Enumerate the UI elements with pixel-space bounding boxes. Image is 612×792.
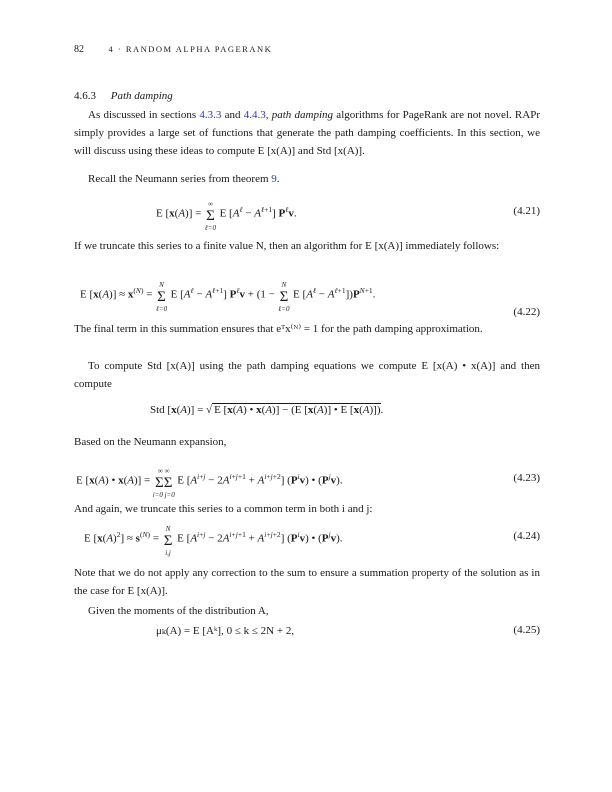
page-number: 82	[74, 44, 84, 55]
equation-4-25: μₖ(A) = E [Aᵏ], 0 ≤ k ≤ 2N + 2,	[156, 625, 295, 637]
section-link-4-3-3[interactable]: 4.3.3	[199, 109, 222, 121]
section-number: 4.6.3	[74, 90, 96, 102]
equation-number: (4.23)	[513, 472, 540, 484]
equation-number: (4.22)	[513, 306, 540, 318]
equation-number: (4.21)	[513, 205, 540, 217]
page-header	[74, 44, 272, 55]
running-title: 4 · RANDOM ALPHA PAGERANK	[108, 44, 273, 54]
equation-4-22: E $[x(A)] \approx x^{(N)} = \Sigma$ N ℓ=0 E $[A^\ell - A^{\ell+1}] P^\ell v + (1 - \Sigma$ N ℓ=0 E $[A^\ell - A^{\ell+1}])P^{N+1}$.	[80, 280, 376, 313]
paragraph-moments: Given the moments of the distribution A,	[88, 605, 269, 617]
summation: Σ ∞ ℓ=0	[204, 199, 217, 232]
paragraph-note: Note that we do not apply any correction to the sum to ensure a summation property of the solution as in the case for E [x(A)].	[74, 567, 540, 598]
paragraph-std: To compute Std [x(A)] using the path damping equations we compute E [x(A) • x(A)] and then compute	[74, 360, 540, 391]
equation-number: (4.25)	[513, 624, 540, 636]
paragraph-neumann: Based on the Neumann expansion,	[74, 436, 227, 448]
paragraph-truncate: If we truncate this series to a finite value N, then an algorithm for E [x(A)] immediately follows:	[74, 240, 500, 252]
equation-number: (4.24)	[513, 530, 540, 542]
paragraph-recall	[74, 170, 540, 188]
paragraph-final-term: The final term in this summation ensures that eᵀx⁽ᴺ⁾ = 1 for the path damping approximation.	[74, 323, 483, 335]
paragraph-again: And again, we truncate this series to a common term in both i and j:	[74, 503, 373, 515]
text: Recall the Neumann series from theorem	[88, 173, 272, 185]
section-title: Path damping	[110, 90, 173, 102]
text: .	[276, 173, 280, 185]
text: algorithms for PageRank are not novel. RAPr simply provides a large set of functions that generate the path damping coefficients. In this section, we will discuss using these ideas to compute E [x(A)] and Std [x(A)].	[74, 109, 540, 158]
emphasis: path damping	[271, 109, 334, 121]
equation-4-24: E $[x(A)^2] \approx s^{(N)} = \Sigma$ N i,j E $[A^{i+j} - 2A^{i+j+1} + A^{i+j+2}]$ $(P^iv)$ • $(P^jv)$.	[84, 524, 343, 557]
equation-std: Std [x(A)] = √ E [x(A) • x(A)] − (E [x(A)] • E [x(A)]).	[150, 404, 384, 416]
equation-4-21: E [x(A)] = Σ ∞ ℓ=0 E $[A^\ell - A^{\ell+1}]$ $P^\ell v$.	[156, 199, 297, 232]
equation-4-23: E [x(A) • x(A)] = ΣΣ ∞ ∞ i=0 j=0 E $[A^{i+j} - 2A^{i+j+1} + A^{i+j+2}]$ $(P^iv)$ • $(P^jv)$.	[76, 466, 343, 499]
text: ,	[265, 109, 272, 121]
section-heading	[74, 90, 173, 102]
theorem-link-9[interactable]: 9	[271, 173, 277, 185]
text: and	[221, 109, 244, 121]
text: As discussed in sections	[88, 109, 200, 121]
paragraph-intro	[74, 106, 540, 161]
section-link-4-4-3[interactable]: 4.4.3	[243, 109, 266, 121]
